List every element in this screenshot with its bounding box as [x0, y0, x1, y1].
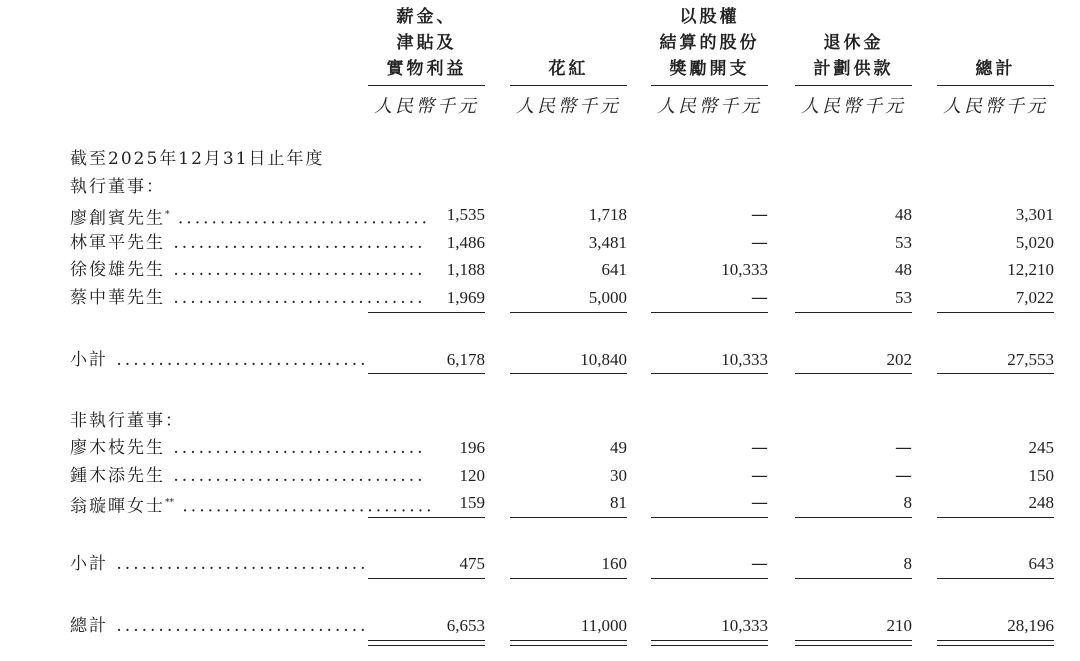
sum-rule [368, 578, 485, 579]
director-row-label [70, 465, 426, 487]
leader-dots: .............................. [165, 288, 426, 308]
grand-total-value-salary: 6,653 [446, 616, 485, 635]
director-value-salary: 159 [459, 493, 485, 512]
column-header-line: 獎勵開支 [669, 59, 750, 79]
sum-rule [937, 373, 1054, 374]
column-header-line: 計劃供款 [813, 59, 894, 79]
row-name: 總計 [70, 616, 108, 636]
double-rule [937, 640, 1054, 646]
leader-dots: .............................. [165, 260, 426, 280]
sum-rule [937, 517, 1054, 518]
grand-total-value-total: 28,196 [1007, 616, 1054, 635]
leader-dots: .............................. [165, 466, 426, 486]
director-value-pension: — [895, 438, 912, 458]
director-value-salary: 196 [459, 438, 485, 457]
leader-dots: .............................. [108, 554, 369, 574]
subtotal-value-share: 10,333 [721, 350, 768, 369]
column-header-line: 以股權 [679, 7, 740, 27]
section-title: 執行董事： [70, 177, 165, 197]
subtotal-value-salary: 475 [459, 554, 485, 573]
sum-rule [368, 517, 485, 518]
director-value-bonus: 1,718 [588, 205, 627, 224]
sum-rule [937, 312, 1054, 313]
subtotal-value-bonus: 10,840 [580, 350, 627, 369]
director-value-salary: 1,188 [446, 260, 485, 279]
director-value-bonus: 3,481 [588, 233, 627, 252]
director-row-label [70, 232, 426, 254]
director-value-pension: 8 [903, 493, 912, 512]
sum-rule [795, 578, 912, 579]
sum-rule [510, 373, 627, 374]
subtotal-row-label [70, 349, 369, 371]
column-unit-pension: 人民幣千元 [801, 96, 906, 117]
row-name: 徐俊雄先生 [70, 260, 165, 280]
sum-rule [795, 373, 912, 374]
director-value-bonus: 81 [610, 493, 627, 512]
row-name: 翁璇暉女士 [70, 496, 165, 517]
period-label: 截至2025年12月31日止年度 [70, 149, 325, 169]
director-value-salary: 1,535 [446, 205, 485, 224]
sum-rule [510, 312, 627, 313]
director-value-total: 245 [1028, 438, 1054, 457]
director-value-salary: 1,486 [446, 233, 485, 252]
leader-dots: .............................. [165, 233, 426, 253]
header-underline [510, 85, 627, 86]
row-name: 廖創賓先生 [70, 208, 165, 229]
row-name: 廖木枝先生 [70, 438, 165, 458]
double-rule [368, 640, 485, 646]
sum-rule [651, 312, 768, 313]
director-value-pension: 53 [895, 233, 912, 252]
column-header-line: 實物利益 [386, 59, 467, 79]
director-value-pension: — [895, 466, 912, 486]
grand-total-value-share: 10,333 [721, 616, 768, 635]
sum-rule [795, 517, 912, 518]
column-header-share [651, 4, 768, 82]
director-value-share: — [751, 493, 768, 513]
row-name: 蔡中華先生 [70, 288, 165, 308]
header-underline [651, 85, 768, 86]
director-row-label [70, 437, 426, 459]
footnote-mark: ** [165, 498, 174, 508]
director-value-total: 5,020 [1015, 233, 1054, 252]
row-name: 小計 [70, 350, 108, 370]
director-value-total: 248 [1028, 493, 1054, 512]
subtotal-value-salary: 6,178 [446, 350, 485, 369]
director-row-label [70, 287, 426, 309]
footnote-mark: * [165, 210, 170, 220]
director-value-share: 10,333 [721, 260, 768, 279]
grand-total-value-bonus: 11,000 [580, 616, 627, 635]
director-value-pension: 53 [895, 288, 912, 307]
column-unit-salary: 人民幣千元 [374, 96, 479, 117]
director-row-label [70, 259, 426, 281]
director-value-pension: 48 [895, 205, 912, 224]
subtotal-value-total: 27,553 [1007, 350, 1054, 369]
column-header-salary [368, 4, 485, 82]
column-header-line: 花紅 [548, 59, 589, 79]
sum-rule [368, 312, 485, 313]
double-rule [510, 640, 627, 646]
column-header-pension [795, 30, 912, 82]
director-value-bonus: 30 [610, 466, 627, 485]
column-header-line: 總計 [975, 59, 1016, 79]
subtotal-value-bonus: 160 [601, 554, 627, 573]
director-value-salary: 1,969 [446, 288, 485, 307]
director-value-pension: 48 [895, 260, 912, 279]
sum-rule [651, 373, 768, 374]
director-value-total: 12,210 [1007, 260, 1054, 279]
section-title: 非執行董事： [70, 411, 184, 431]
leader-dots: .............................. [108, 616, 369, 636]
sum-rule [651, 578, 768, 579]
column-header-line: 退休金 [823, 33, 884, 53]
leader-dots: .............................. [169, 208, 431, 229]
director-value-share: — [751, 466, 768, 486]
column-header-line: 薪金、 [396, 7, 457, 27]
leader-dots: .............................. [174, 496, 435, 517]
sum-rule [795, 312, 912, 313]
subtotal-row-label [70, 553, 369, 575]
sum-rule [510, 578, 627, 579]
header-underline [937, 85, 1054, 86]
subtotal-value-share: — [751, 554, 768, 574]
row-name: 林軍平先生 [70, 233, 165, 253]
director-row-label [70, 492, 435, 518]
row-name: 鍾木添先生 [70, 466, 165, 486]
subtotal-value-total: 643 [1028, 554, 1054, 573]
director-value-total: 3,301 [1015, 205, 1054, 224]
column-header-total [937, 56, 1054, 82]
subtotal-value-pension: 8 [903, 554, 912, 573]
sum-rule [937, 578, 1054, 579]
director-value-total: 7,022 [1015, 288, 1054, 307]
header-underline [368, 85, 485, 86]
column-unit-share: 人民幣千元 [657, 96, 762, 117]
director-value-bonus: 49 [610, 438, 627, 457]
director-row-label [70, 204, 431, 230]
double-rule [651, 640, 768, 646]
director-value-total: 150 [1028, 466, 1054, 485]
director-value-share: — [751, 288, 768, 308]
header-underline [795, 85, 912, 86]
sum-rule [368, 373, 485, 374]
director-value-share: — [751, 205, 768, 225]
leader-dots: .............................. [165, 438, 426, 458]
director-value-bonus: 641 [601, 260, 627, 279]
sum-rule [510, 517, 627, 518]
column-header-line: 津貼及 [396, 33, 457, 53]
sum-rule [651, 517, 768, 518]
column-header-bonus [510, 56, 627, 82]
grand-total-value-pension: 210 [886, 616, 912, 635]
row-name: 小計 [70, 554, 108, 574]
column-unit-bonus: 人民幣千元 [516, 96, 621, 117]
grand-total-row-label [70, 615, 369, 637]
subtotal-value-pension: 202 [886, 350, 912, 369]
column-unit-total: 人民幣千元 [943, 96, 1048, 117]
column-header-line: 結算的股份 [659, 33, 760, 53]
director-value-share: — [751, 438, 768, 458]
double-rule [795, 640, 912, 646]
director-value-salary: 120 [459, 466, 485, 485]
leader-dots: .............................. [108, 350, 369, 370]
director-value-share: — [751, 233, 768, 253]
director-value-bonus: 5,000 [588, 288, 627, 307]
